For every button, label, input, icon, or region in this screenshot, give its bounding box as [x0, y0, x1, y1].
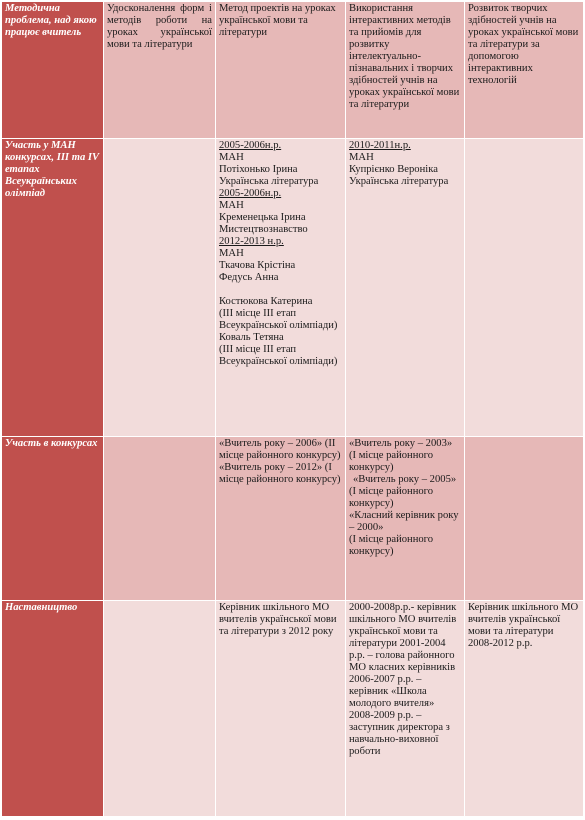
award-text: «Вчитель року – 2006» (ІІ місце районного конкурсу)	[219, 438, 341, 461]
header-improvement-forms: Удосконалення форм і методів роботи на уроках української мови та літератури	[104, 2, 216, 139]
student-name: Коваль Тетяна	[219, 332, 284, 343]
cell-contests-project	[216, 437, 346, 601]
year-text: 2005-2006н.р.	[219, 188, 282, 199]
award-text: «Вчитель року – 2012» (І місце районного конкурсу)	[219, 462, 341, 485]
student-name: Потіхонько Ірина	[219, 164, 298, 175]
subject-text: Мистецтвознавство	[219, 224, 308, 235]
award-text: (І місце районного конкурсу)	[349, 486, 434, 509]
contest-text: МАН	[219, 200, 244, 211]
row-label-man-olympiads: Участь у МАН конкурсах, ІІІ та ІV етапах Всеукраїнських олімпіад	[2, 139, 104, 437]
contest-text: МАН	[219, 152, 244, 163]
header-row	[2, 2, 584, 139]
student-name: Кременецька Ірина	[219, 212, 306, 223]
spacer	[219, 284, 342, 296]
cell-mentoring-creative: Керівник шкільного МО вчителів української мови та літератури 2008-2012 р.р.	[465, 601, 584, 817]
award-text: (І місце районного конкурсу)	[349, 450, 434, 473]
student-name: Ткачова Крістіна	[219, 260, 296, 271]
table-row	[2, 601, 584, 817]
cell-empty	[465, 437, 584, 601]
cell-mentoring-project: Керівник шкільного МО вчителів української мови та літератури з 2012 року	[216, 601, 346, 817]
header-creative-abilities: Розвиток творчих здібностей учнів на уроках української мови та літератури за допомогою інтерактивних технологій	[465, 2, 584, 139]
methodology-table	[1, 1, 584, 817]
student-name: Федусь Анна	[219, 272, 279, 283]
award-text: (ІІІ місце ІІІ етап Всеукраїнської олімпіади)	[219, 344, 338, 367]
table-row	[2, 437, 584, 601]
contest-text: МАН	[219, 248, 244, 259]
cell-empty	[104, 139, 216, 437]
header-methodical-problem: Методична проблема, над якою працює вчитель	[2, 2, 104, 139]
year-text: 2005-2006н.р.	[219, 140, 282, 151]
cell-mentoring-interactive: 2000-2008р.р.- керівник шкільного МО вчителів української мови та літератури 2001-2004 р.р. – голова районного МО класних керівників 2006-2007 р.р. – керівник «Школа молодого вчителя» 2008-2009 р.р. – заступник директора з навчально-виховної роботи	[346, 601, 465, 817]
award-text: (І місце районного конкурсу)	[349, 534, 434, 557]
cell-empty	[465, 139, 584, 437]
year-text: 2010-2011н.р.	[349, 140, 411, 151]
row-label-mentoring: Наставництво	[2, 601, 104, 817]
header-project-method: Метод проектів на уроках української мови та літератури	[216, 2, 346, 139]
subject-text: Українська література	[349, 176, 449, 187]
cell-man-project-results	[216, 139, 346, 437]
subject-text: Українська література	[219, 176, 319, 187]
cell-empty	[104, 437, 216, 601]
award-text: «Вчитель року – 2005»	[353, 474, 457, 485]
student-name: Купрієнко Вероніка	[349, 164, 438, 175]
award-text: «Вчитель року – 2003»	[349, 438, 453, 449]
year-text: 2012-2013 н.р.	[219, 236, 284, 247]
table-row	[2, 139, 584, 437]
header-interactive-methods: Використання інтерактивних методів та прийомів для розвитку інтелектуально-пізнавальних і творчих здібностей учнів на уроках української мови та літератури	[346, 2, 465, 139]
cell-contests-interactive	[346, 437, 465, 601]
award-text: «Класний керівник року – 2000»	[349, 510, 459, 533]
award-text: (ІІІ місце ІІІ етап Всеукраїнської олімпіади)	[219, 308, 338, 331]
cell-empty	[104, 601, 216, 817]
student-name: Костюкова Катерина	[219, 296, 313, 307]
cell-man-interactive-results	[346, 139, 465, 437]
contest-text: МАН	[349, 152, 374, 163]
row-label-contests: Участь в конкурсах	[2, 437, 104, 601]
